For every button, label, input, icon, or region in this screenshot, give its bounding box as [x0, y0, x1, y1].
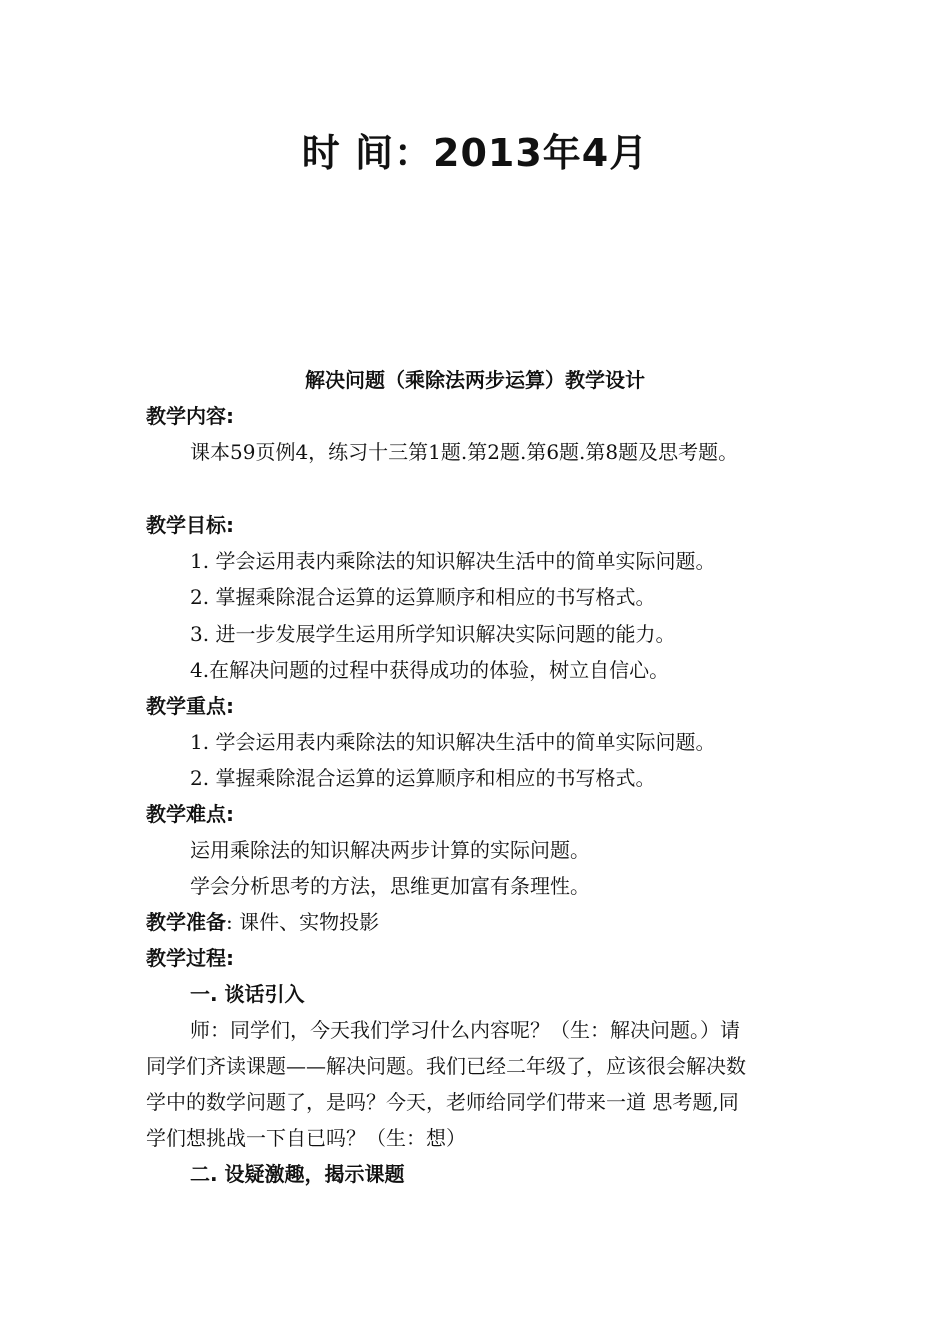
goal-item: 2. 掌握乘除混合运算的运算顺序和相应的书写格式。: [190, 585, 656, 609]
preparation-line: [146, 908, 379, 936]
process-paragraph-line: 师：同学们，今天我们学习什么内容呢？（生：解决问题。）请: [190, 1018, 740, 1042]
section-heading-process: 教学过程:: [146, 946, 234, 970]
section-heading-goals: 教学目标:: [146, 513, 234, 537]
goal-item: 1. 学会运用表内乘除法的知识解决生活中的简单实际问题。: [190, 549, 716, 573]
process-paragraph-line: 学们想挑战一下自已吗？（生：想）: [146, 1126, 466, 1150]
document-title: 解决问题（乘除法两步运算）教学设计: [305, 368, 645, 392]
key-point-item: 1. 学会运用表内乘除法的知识解决生活中的简单实际问题。: [190, 730, 716, 754]
section-heading-content: 教学内容:: [146, 404, 234, 428]
goal-item: 4.在解决问题的过程中获得成功的体验，树立自信心。: [190, 658, 670, 682]
date-title: 时 间：2013年4月: [301, 131, 649, 175]
section-heading-difficulties: 教学难点:: [146, 802, 234, 826]
difficulty-item: 运用乘除法的知识解决两步计算的实际问题。: [190, 838, 590, 862]
section-heading-preparation: 教学准备: [146, 910, 226, 934]
process-paragraph-line: 同学们齐读课题——解决问题。我们已经二年级了，应该很会解决数: [146, 1054, 746, 1078]
process-paragraph-line: 学中的数学问题了，是吗？今天，老师给同学们带来一道 思考题,同: [146, 1090, 739, 1114]
section-heading-key-points: 教学重点:: [146, 694, 234, 718]
process-step-title: 二. 设疑激趣，揭示课题: [190, 1162, 405, 1186]
process-step-title: 一. 谈话引入: [190, 982, 305, 1006]
difficulty-item: 学会分析思考的方法，思维更加富有条理性。: [190, 874, 590, 898]
key-point-item: 2. 掌握乘除混合运算的运算顺序和相应的书写格式。: [190, 766, 656, 790]
content-text: 课本59页例4，练习十三第1题.第2题.第6题.第8题及思考题。: [190, 440, 739, 464]
preparation-text: : 课件、实物投影: [226, 910, 380, 934]
goal-item: 3. 进一步发展学生运用所学知识解决实际问题的能力。: [190, 622, 676, 646]
